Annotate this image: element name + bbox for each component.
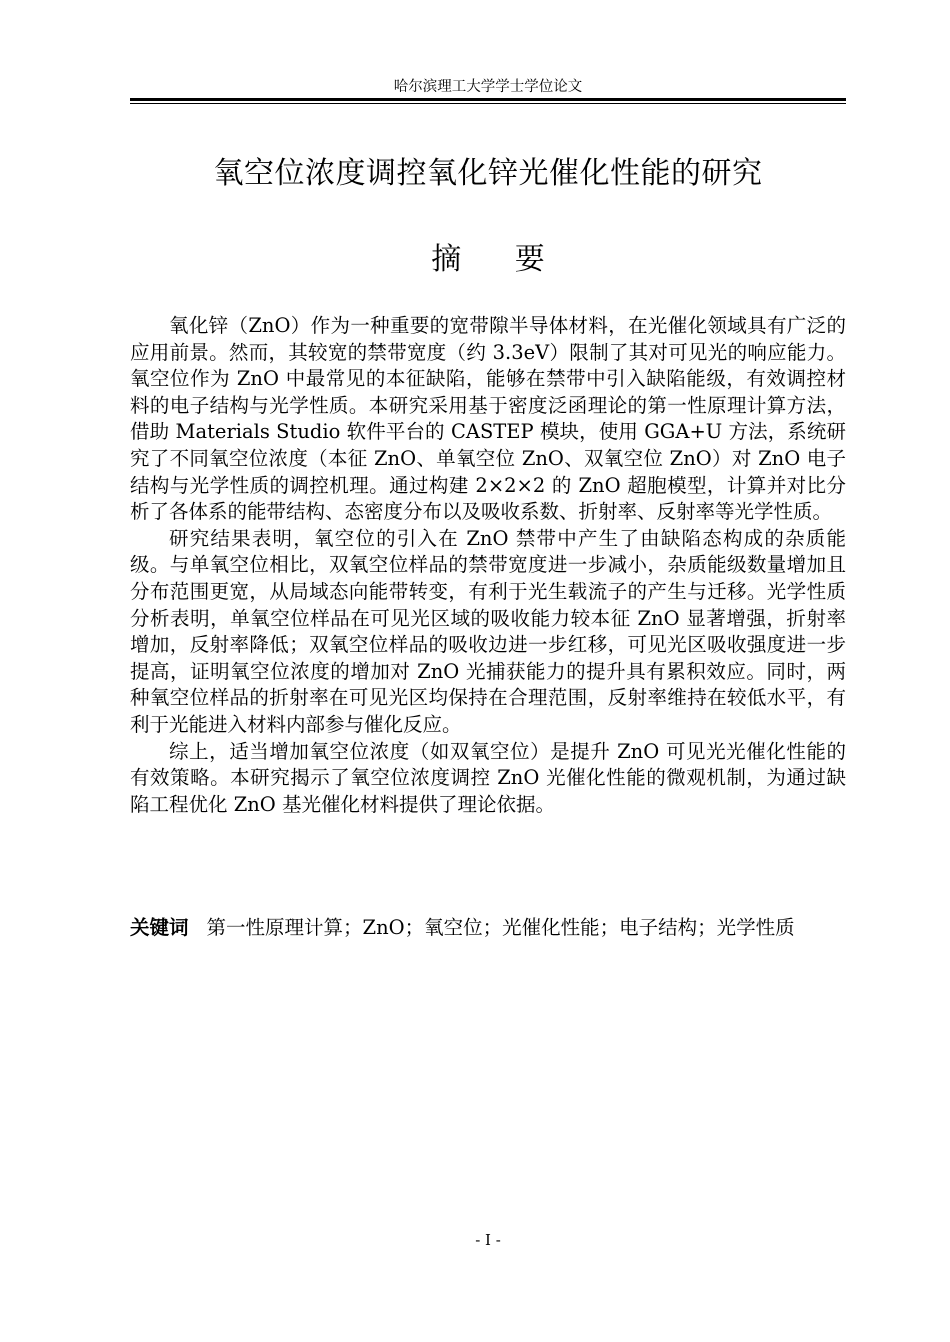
header-rule-thick [130, 98, 846, 101]
abstract-body [130, 313, 846, 818]
page-number: - I - [475, 1231, 501, 1249]
keywords-block [130, 915, 846, 942]
abstract-heading: 摘 要 [431, 242, 567, 277]
abstract-paragraph-1: 氧化锌（ZnO）作为一种重要的宽带隙半导体材料，在光催化领域具有广泛的应用前景。然而，其较宽的禁带宽度（约 3.3eV）限制了其对可见光的响应能力。氧空位作为 ZnO 中最常见的本征缺陷，能够在禁带中引入缺陷能级，有效调控材料的电子结构与光学性质。本研究采用基于密度泛函理论的第一性原理计算方法，借助 Materials Studio 软件平台的 CASTEP 模块，使用 GGA+U 方法，系统研究了不同氧空位浓度（本征 ZnO、单氧空位 ZnO、双氧空位 ZnO）对 ZnO 电子结构与光学性质的调控机理。通过构建 2×2×2 的 ZnO 超胞模型，计算并对比分析了各体系的能带结构、态密度分布以及吸收系数、折射率、反射率等光学性质。 [130, 314, 846, 524]
abstract-paragraph-2: 研究结果表明，氧空位的引入在 ZnO 禁带中产生了由缺陷态构成的杂质能级。与单氧空位相比，双氧空位样品的禁带宽度进一步减小，杂质能级数量增加且分布范围更宽，从局域态向能带转变，有利于光生载流子的产生与迁移。光学性质分析表明，单氧空位样品在可见光区域的吸收能力较本征 ZnO 显著增强，折射率增加，反射率降低；双氧空位样品的吸收边进一步红移，可见光区吸收强度进一步提高，证明氧空位浓度的增加对 ZnO 光捕获能力的提升具有累积效应。同时，两种氧空位样品的折射率在可见光区均保持在合理范围，反射率维持在较低水平，有利于光能进入材料内部参与催化反应。 [130, 526, 846, 736]
running-header: 哈尔滨理工大学学士学位论文 [393, 79, 583, 95]
abstract-paragraph-3: 综上，适当增加氧空位浓度（如双氧空位）是提升 ZnO 可见光光催化性能的有效策略。本研究揭示了氧空位浓度调控 ZnO 光催化性能的微观机制，为通过缺陷工程优化 ZnO 基光催化材料提供了理论依据。 [130, 739, 846, 816]
keywords-label: 关键词 [130, 916, 189, 939]
header-rule-thin [130, 103, 846, 104]
thesis-title: 氧空位浓度调控氧化锌光催化性能的研究 [213, 156, 763, 191]
keywords-text: 第一性原理计算；ZnO；氧空位；光催化性能；电子结构；光学性质 [206, 916, 795, 939]
